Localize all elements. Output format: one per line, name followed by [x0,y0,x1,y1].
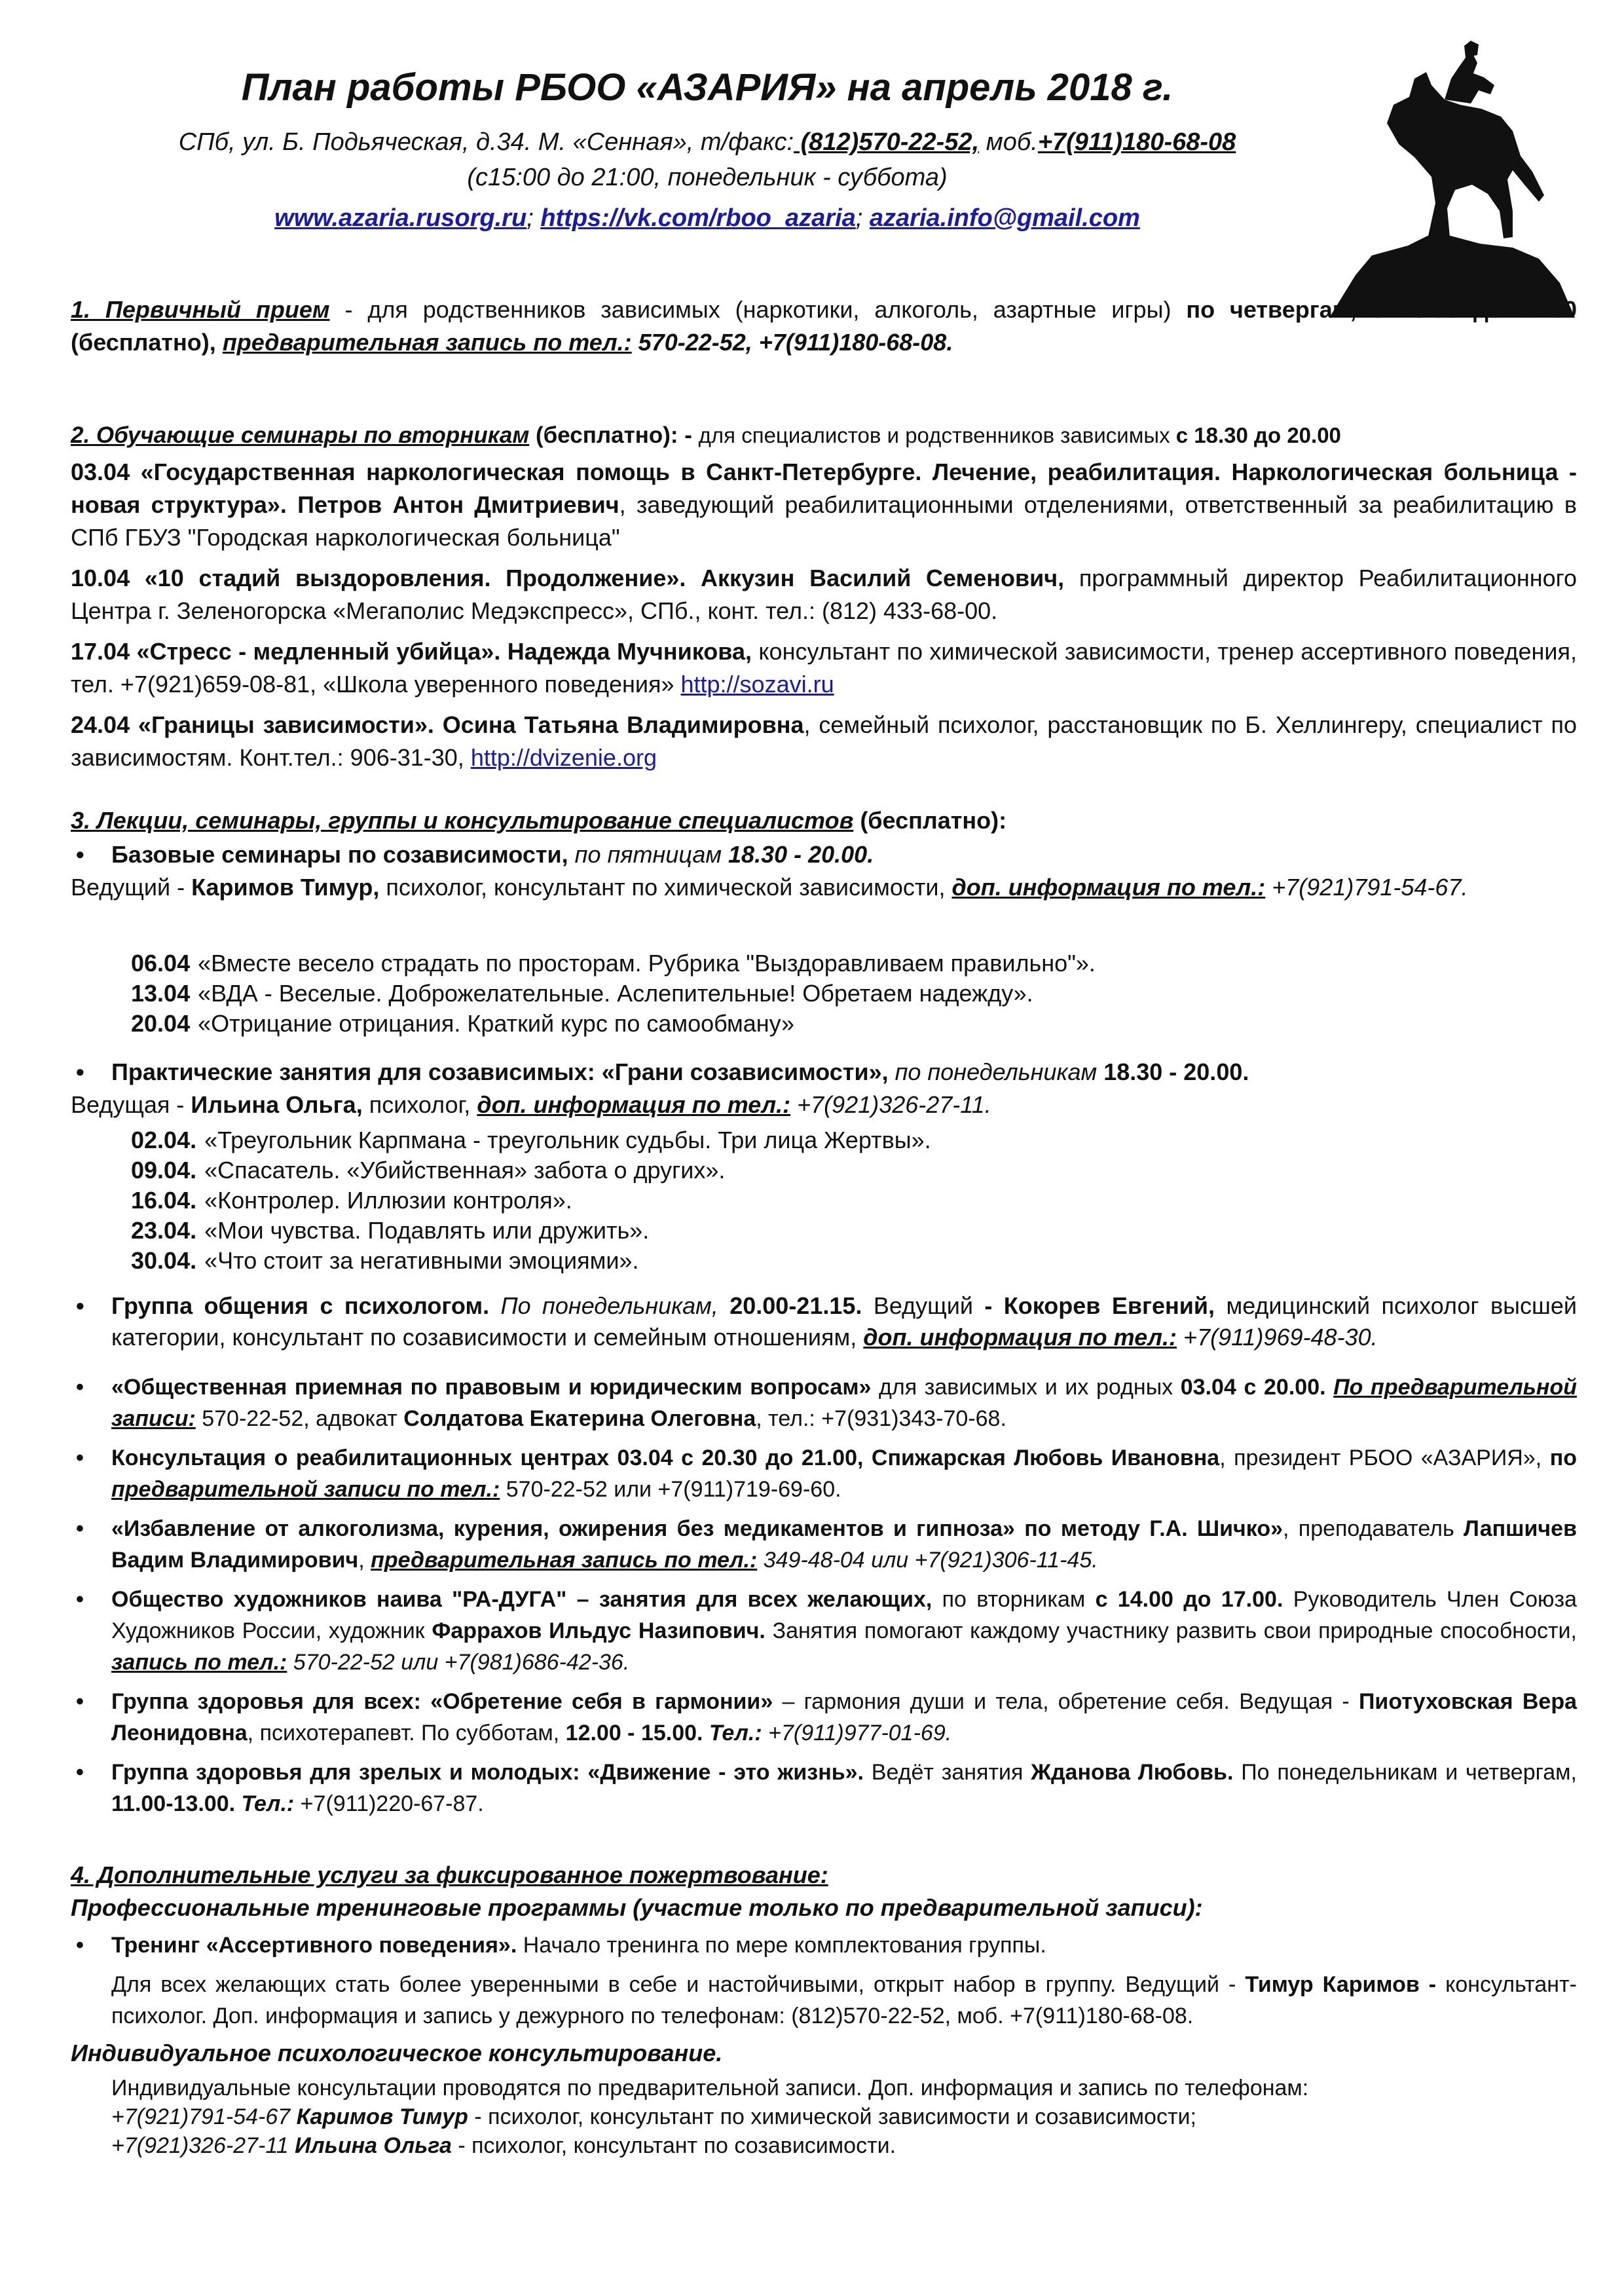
section-text: для родственников зависимых (наркотики, алкоголь, азартные игры) [367,296,1187,323]
item-date: 20.04 [131,1010,191,1037]
dash: - [678,422,699,448]
person-name: Лапшичев Вадим Владимирович [111,1516,1577,1573]
item-text: Начало тренинга по мере комплектования группы. [517,1933,1046,1958]
item-topic: «Треугольник Карпмана - треугольник судьбы. Три лица Жертвы». [204,1127,931,1153]
list-item [131,1216,1572,1246]
page-title: План работы РБОО «АЗАРИЯ» на апрель 2018 г. [241,66,1173,109]
item-title: Общество художников наива "РА-ДУГА" – занятия для всех желающих, [111,1587,932,1612]
item-time: 20.00-21.15. [729,1292,862,1319]
consultant-name: Каримов Тимур [290,2104,468,2129]
list-item [71,1513,1577,1576]
item-text: Руководитель Член Союза Художников России, художник [111,1587,1577,1643]
bullet-icon: • [76,1587,84,1612]
bullet-icon: • [76,1933,84,1958]
item-text: 570-22-52 или +7(911)719-69-60. [500,1477,841,1502]
item-text: , [358,1548,371,1573]
training-description [71,1969,1577,2032]
section-heading: 4. Дополнительные услуги за фиксированное пожертвование: [71,1861,828,1888]
list-item [71,1584,1577,1678]
mobile-label: моб. [979,128,1038,156]
seminar-title: 10.04 «10 стадий выздоровления. Продолжение». Аккузин Василий Семенович, [71,565,1065,591]
lead-text: психолог, консультант по химической зависимости, [379,874,952,901]
seminar-title: 17.04 «Стресс - медленный убийца». Надежда Мучникова, [71,638,752,665]
schedule-text: с 18.30 до 20.00 [1175,423,1341,447]
subsection-heading: Индивидуальное психологическое консультирование. [71,2040,723,2066]
phone-fax: (812)570-22-52, [794,128,980,156]
list-item [71,838,1577,871]
item-topic: «Контролер. Иллюзии контроля». [204,1187,572,1214]
item-title: Базовые семинары по созависимости, [111,841,568,868]
section-heading: 2. Обучающие семинары по вторникам [71,422,530,448]
info-label: доп. информация по тел.: [477,1091,791,1118]
info-label: доп. информация по тел.: [951,874,1266,901]
item-phone: +7(911)220-67-87. [294,1791,484,1816]
seminar-link[interactable]: http://sozavi.ru [680,671,834,698]
item-date: 23.04. [131,1217,197,1244]
link-separator: ; [526,204,541,232]
list-item [71,1290,1577,1353]
dash: - [329,296,368,323]
item-when: По понедельникам, [489,1292,730,1319]
mobile-phone: +7(911)180-68-08 [1037,128,1236,156]
section-text: для специалистов и родственников зависимых [698,423,1176,447]
registration-label: По предварительной записи: [111,1375,1577,1431]
item-date: 13.04 [131,980,191,1007]
vk-link[interactable]: https://vk.com/rboo_azaria [540,204,856,232]
bullet-icon: • [76,1516,84,1541]
link-separator: ; [855,204,870,232]
bullet-icon: • [76,1446,84,1470]
registration-phones: 570-22-52 или +7(981)686-42-36. [287,1650,630,1675]
item-text: Занятия помогают каждому участнику развить свои природные способности, [765,1618,1577,1643]
tel-label: Тел.: [703,1721,762,1745]
consultant-name: Ильина Ольга [288,2133,452,2158]
item-topic: «Что стоит за негативными эмоциями». [204,1247,639,1274]
item-time: 12.00 - 15.00. [565,1721,703,1745]
section-additional-services [71,1859,1577,2160]
registration-label: предварительная запись по тел.: [222,329,632,356]
email-link[interactable]: azaria.info@gmail.com [869,204,1140,232]
item-title: Группа здоровья для всех: «Обретение себя в гармонии» [111,1689,773,1714]
item-time: 18.30 - 20.00. [728,841,874,868]
free-label: (бесплатно): [853,807,1007,834]
consultant-text: - психолог, консультант по созависимости. [451,2133,896,2158]
item-time: 11.00-13.00. [111,1791,236,1816]
info-phone: +7(911)969-48-30. [1177,1324,1378,1351]
seminar-text: консультант по химической зависимости, тренер ассертивного поведения, тел. +7(921)659-08-81, «Школа уверенного поведения» [71,638,1577,698]
item-topic: «Мои чувства. Подавлять или дружить». [204,1217,650,1244]
item-text: для зависимых и их родных [871,1375,1181,1400]
item-title: Тренинг «Ассертивного поведения». [111,1933,517,1958]
item-text: , психотерапевт. По субботам, [247,1721,566,1745]
bullet-icon: • [76,841,84,868]
bullet-icon: • [76,1689,84,1714]
item-title: Группа здоровья для зрелых и молодых: «Движение - это жизнь». [111,1760,864,1785]
item-title: «Общественная приемная по правовым и юридическим вопросам» [111,1375,872,1400]
bullet-icon: • [76,1760,84,1785]
bronze-horseman-silhouette-icon [1316,39,1578,321]
section-heading-row [71,804,1577,837]
list-item [131,979,1572,1009]
bullet-icon: • [76,1375,84,1400]
item-text: 570-22-52, адвокат [195,1406,404,1431]
list-item [131,1185,1572,1216]
info-label: доп. информация по тел.: [863,1324,1177,1351]
registration-label: запись по тел.: [111,1650,287,1675]
list-item [71,1686,1577,1749]
item-time: с 14.00 до 17.00. [1095,1587,1283,1612]
section-seminars [71,419,1577,774]
bullet-icon: • [76,1292,84,1319]
person-name: Фаррахов Ильдус Назипович. [432,1618,766,1643]
seminar-title: 24.04 «Границы зависимости». Осина Татьяна Владимировна [71,711,804,738]
item-date: 30.04. [131,1247,197,1274]
registration-phones: 570-22-52, +7(911)180-68-08. [631,329,953,356]
hours-text: (с15:00 до 21:00, понедельник - суббота) [467,164,948,191]
person-name: Пиотуховская Вера Леонидовна [111,1689,1578,1745]
seminar-item [71,709,1577,774]
list-item [131,1155,1572,1185]
consultant-phone: +7(921)326-27-11 [111,2133,289,2158]
item-text: , преподаватель [1283,1516,1464,1541]
consultant-text: - психолог, консультант по химической зависимости и созависимости; [468,2104,1196,2129]
lead-prefix: Ведущая - [71,1091,191,1118]
lead-name: - Кокорев Евгений, [984,1292,1215,1319]
item-date: 02.04. [131,1127,197,1153]
web-links [65,200,1349,236]
list-item [131,948,1572,979]
item-when: по пятницам [568,841,729,868]
item-time: 03.04 с 20.00. [1180,1375,1326,1400]
item-title: Консультация о реабилитационных центрах 03.04 с 20.30 до 21.00, Спижарская Любовь Ивановна [111,1446,1220,1470]
space [1326,1375,1334,1400]
date-list [131,1125,1572,1276]
item-topic: «Вместе весело страдать по просторам. Рубрика "Выздоравливаем правильно"». [198,950,1096,977]
seminar-item [71,456,1577,554]
individual-consult [71,2074,1577,2160]
consultant-row [111,2102,1577,2131]
date-list [131,948,1572,1039]
person-name: Тимур Каримов - [1245,1972,1437,1997]
lead-text: медицинский психолог высшей категории, консультант по созависимости и семейным отношениям, [111,1292,1577,1351]
item-text: По понедельникам и четвергам, [1233,1760,1577,1785]
item-text: – гармония души и тела, обретение себя. Ведущая - [773,1689,1359,1714]
seminar-text: , заведующий реабилитационными отделениями, ответственный за реабилитацию в СПб ГБУЗ "Городская наркологическая больница" [71,491,1577,551]
item-date: 09.04. [131,1157,197,1184]
item-text: Индивидуальные консультации проводятся по предварительной записи. Доп. информация и запись по телефонам: [111,2076,1309,2100]
bullet-icon: • [76,1058,84,1085]
section-heading: 3. Лекции, семинары, группы и консультирование специалистов [71,807,854,834]
info-phone: +7(921)326-27-11. [790,1091,991,1118]
list-item [131,1125,1572,1155]
address-text: СПб, ул. Б. Подьяческая, д.34. М. «Сенная», т/факс: [178,128,794,156]
seminar-link[interactable]: http://dvizenie.org [470,744,657,771]
registration-label: предварительной записи по тел.: [111,1477,500,1502]
space [216,329,223,356]
lead-prefix: Ведущий [862,1292,985,1319]
item-when: по понедельникам [888,1058,1104,1085]
bullet-list [71,1290,1577,1819]
list-item [131,1009,1572,1039]
seminar-item [71,562,1577,627]
item-topic: «Отрицание отрицания. Краткий курс по самообману» [198,1010,795,1037]
item-title: Практические занятия для созависимых: «Грани созависимости», [111,1058,889,1085]
item-time: 18.30 - 20.00. [1103,1058,1249,1085]
free-label: (бесплатно): [529,422,678,448]
person-name: Жданова Любовь. [1031,1760,1234,1785]
list-item [71,1371,1577,1434]
section-heading-row [71,419,1577,452]
item-text: , президент РБОО «АЗАРИЯ», [1219,1446,1550,1470]
info-phone: +7(921)791-54-67. [1265,874,1468,901]
item-title: Группа общения с психологом. [111,1292,490,1319]
seminar-item [71,635,1577,701]
lead-name: Каримов Тимур, [191,874,380,901]
subsection-heading: Профессиональные тренинговые программы (участие только по предварительной записи): [71,1894,1203,1921]
site-link[interactable]: www.azaria.rusorg.ru [274,204,527,232]
list-item [71,1757,1577,1819]
practice-sessions [71,1056,1577,1121]
registration-label: предварительная запись по тел.: [371,1548,758,1573]
item-date: 06.04 [131,950,191,977]
registration-phones: 349-48-04 или +7(921)306-11-45. [757,1548,1098,1573]
seminar-title: 03.04 «Государственная наркологическая помощь в Санкт-Петербурге. Лечение, реабилитация. Наркологическая больница - новая структура». Петров Антон Дмитриевич [71,458,1577,518]
list-item [71,1056,1577,1089]
tel-label: Тел.: [235,1791,295,1816]
person-name: Солдатова Екатерина Олеговна [403,1406,756,1431]
seminar-text: программный директор Реабилитационного Центра г. Зеленогорска «Мегаполис Медэкспресс», СПб., конт. тел.: (812) 433-68-00. [71,565,1577,624]
item-topic: «ВДА - Веселые. Доброжелательные. Аслепительные! Обретаем надежду». [198,980,1033,1007]
section-primary-reception [71,293,1577,359]
address-block [65,124,1349,195]
list-item [71,1930,1577,1961]
item-phone: +7(911)977-01-69. [762,1721,952,1745]
item-text: Ведёт занятия [864,1760,1031,1785]
item-topic: «Спасатель. «Убийственная» забота о других». [204,1157,726,1184]
consultant-row [111,2131,1577,2160]
item-lead [71,1089,1577,1121]
item-text: по [1549,1446,1578,1470]
list-item [131,1246,1572,1276]
lead-name: Ильина Ольга, [191,1091,363,1118]
seminar-text: , семейный психолог, расстановщик по Б. Хеллингеру, специалист по зависимостям. Конт.тел.: 906-31-30, [71,711,1577,771]
item-title: «Избавление от алкоголизма, курения, ожирения без медикаментов и гипноза» по методу Г.А. Шичко» [111,1516,1283,1541]
item-date: 16.04. [131,1187,197,1214]
schedule-text: по четвергам, с 18.00 до 21.00 (бесплатно), [71,296,1577,356]
lead-prefix: Ведущий - [71,874,192,901]
section-lectures [71,804,1577,904]
section-heading: 1. Первичный прием [71,296,330,323]
item-lead [71,871,1577,904]
item-text: Для всех желающих стать более уверенными в себе и настойчивыми, открыт набор в группу. Ведущий - [111,1972,1246,1997]
item-text: по вторникам [932,1587,1096,1612]
consultant-phone: +7(921)791-54-67 [111,2104,291,2129]
lead-text: психолог, [362,1091,477,1118]
item-text: , тел.: +7(931)343-70-68. [756,1406,1006,1431]
list-item [71,1442,1577,1505]
item-text: консультант-психолог. Доп. информация и запись у дежурного по телефонам: (812)570-22-52, моб. +7(911)180-68-08. [111,1972,1577,2028]
